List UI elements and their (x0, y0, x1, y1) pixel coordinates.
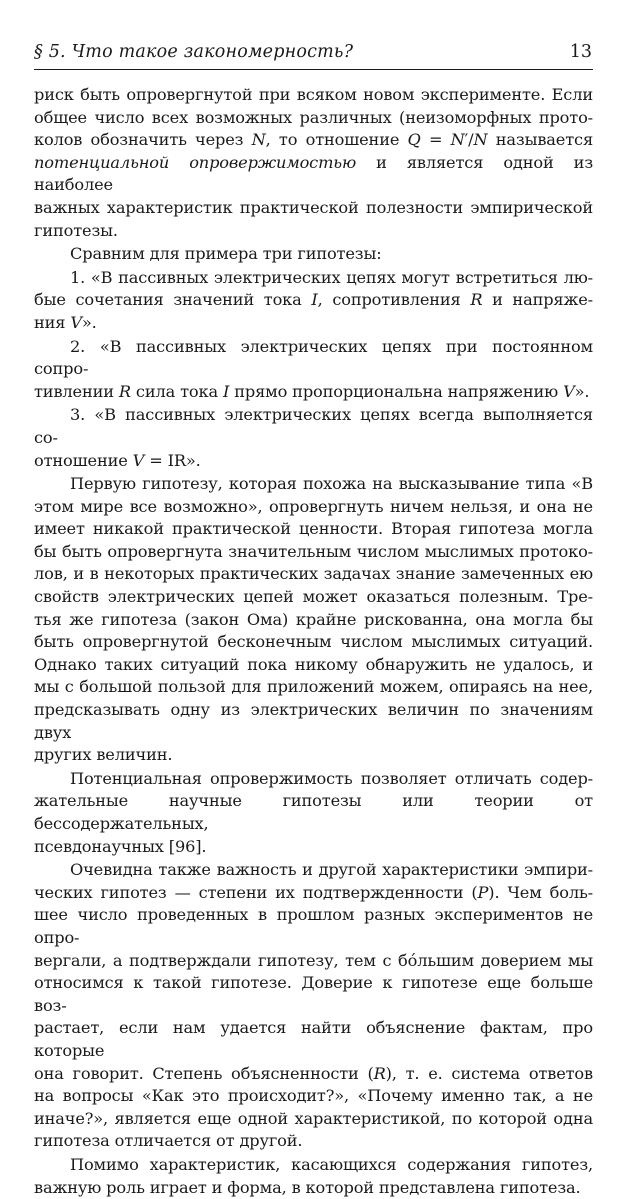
text-line: шее число проведенных в прошлом разных экспериментов не опро- (34, 904, 593, 949)
text-line: иначе?», является еще одной характеристикой, по которой одна (34, 1108, 593, 1131)
header-rule (34, 69, 593, 70)
text-line: важную роль играет и форма, в которой представлена гипотеза. (34, 1177, 593, 1199)
text-line: Первую гипотезу, которая похожа на высказывание типа «В (34, 473, 593, 496)
text-line: других величин. (34, 744, 593, 767)
text-line: важных характеристик практической полезности эмпирической (34, 197, 593, 220)
text-line: ния V». (34, 312, 593, 335)
text-line: быть опровергнутой бесконечным числом мыслимых ситуаций. (34, 631, 593, 654)
running-title: § 5. Что такое закономерность? (34, 42, 353, 62)
text-line: мы с большой пользой для приложений можем, опираясь на нее, (34, 676, 593, 699)
text-line: гипотезы. (34, 220, 593, 243)
text-line: 1. «В пассивных электрических цепях могут встретиться лю- (34, 267, 593, 290)
text-line: предсказывать одну из электрических величин по значениям двух (34, 699, 593, 744)
text-line: потенциальной опровержимостью и является одной из наиболее (34, 152, 593, 197)
text-line: относимся к такой гипотезе. Доверие к гипотезе еще больше воз- (34, 972, 593, 1017)
text-line: 2. «В пассивных электрических цепях при постоянном сопро- (34, 336, 593, 381)
text-line: этом мире все возможно», опровергнуть ничем нельзя, и она не (34, 496, 593, 519)
text-line: тья же гипотеза (закон Ома) крайне рискованна, она могла бы (34, 609, 593, 632)
text-line: на вопросы «Как это происходит?», «Почему именно так, а не (34, 1085, 593, 1108)
text-line: гипотеза отличается от другой. (34, 1130, 593, 1153)
text-line: бые сочетания значений тока I, сопротивления R и напряже- (34, 289, 593, 312)
text-line: Очевидна также важность и другой характеристики эмпири- (34, 859, 593, 882)
text-line: псевдонаучных [96]. (34, 836, 593, 859)
text-line: вергали, а подтверждали гипотезу, тем с бóльшим доверием мы (34, 950, 593, 973)
text-line: колов обозначить через N, то отношение Q = N′/N называется (34, 129, 593, 152)
page-body (34, 84, 593, 1199)
text-line: бы быть опровергнута значительным числом мыслимых протоко- (34, 541, 593, 564)
page-number: 13 (570, 42, 592, 62)
text-line: общее число всех возможных различных (неизоморфных прото- (34, 107, 593, 130)
text-line: Потенциальная опровержимость позволяет отличать содер- (34, 768, 593, 791)
text-line: свойств электрических цепей может оказаться полезным. Тре- (34, 586, 593, 609)
text-line: тивлении R сила тока I прямо пропорциональна напряжению V». (34, 381, 593, 404)
text-line: риск быть опровергнутой при всяком новом эксперименте. Если (34, 84, 593, 107)
text-line: Однако таких ситуаций пока никому обнаружить не удалось, и (34, 654, 593, 677)
text-line: 3. «В пассивных электрических цепях всегда выполняется со- (34, 404, 593, 449)
text-line: имеет никакой практической ценности. Вторая гипотеза могла (34, 518, 593, 541)
text-line: Помимо характеристик, касающихся содержания гипотез, (34, 1154, 593, 1177)
text-line: она говорит. Степень объясненности (R), т. е. система ответов (34, 1063, 593, 1086)
text-line: растает, если нам удается найти объяснение фактам, про которые (34, 1017, 593, 1062)
text-line: Сравним для примера три гипотезы: (34, 243, 593, 266)
text-line: жательные научные гипотезы или теории от бессодержательных, (34, 790, 593, 835)
page-header (34, 42, 592, 68)
text-line: лов, и в некоторых практических задачах знание замеченных ею (34, 563, 593, 586)
text-line: ческих гипотез — степени их подтвержденности (P). Чем боль- (34, 882, 593, 905)
text-line: отношение V = IR». (34, 450, 593, 473)
